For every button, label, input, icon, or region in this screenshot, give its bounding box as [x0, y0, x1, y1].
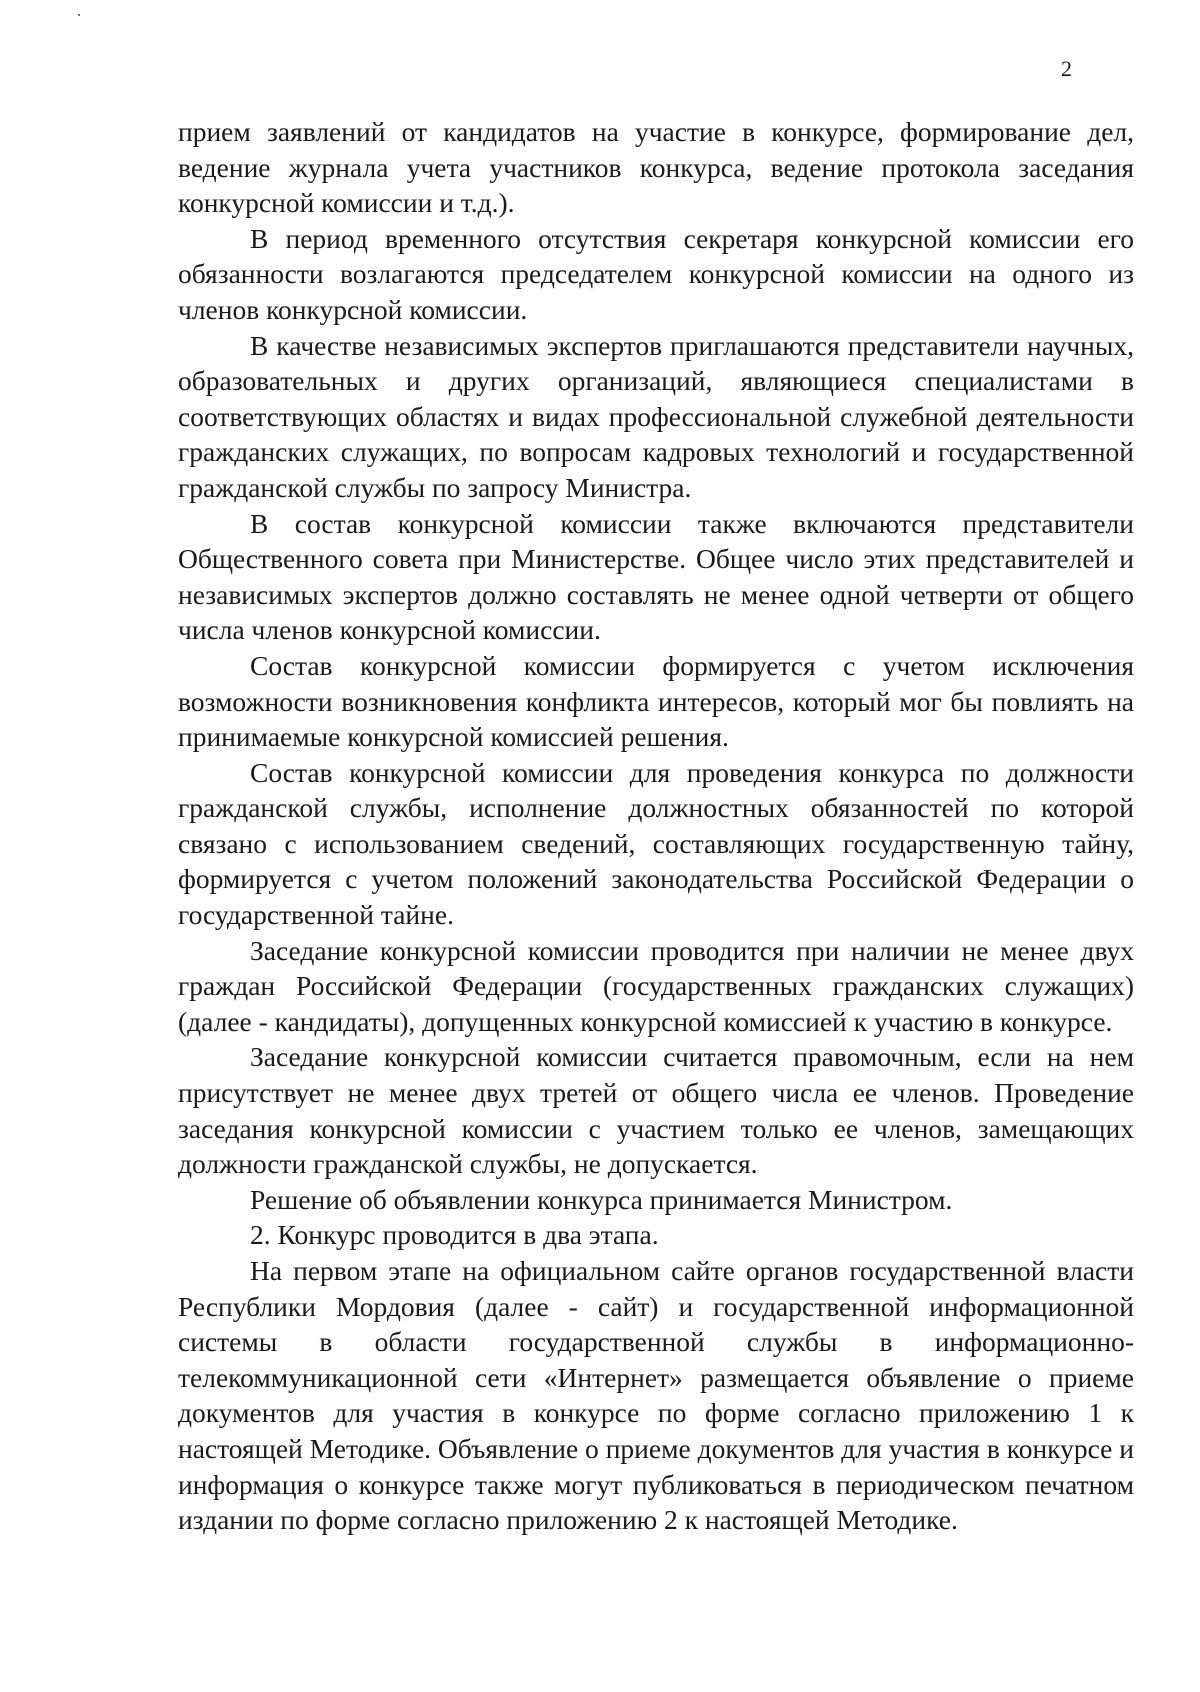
page-number: 2 — [1061, 56, 1072, 81]
paragraph-1: прием заявлений от кандидатов на участие в конкурсе, формирование дел, ведение журнала учета участников конкурса, ведение протокола заседания конкурсной комиссии и т.д.). — [178, 116, 1134, 219]
paragraph-3: В качестве независимых экспертов приглашаются представители научных, образовательных и других организаций, являющиеся специалистами в соответствующих областях и видах профессиональной служебной деятельности гражданских служащих, по вопросам кадровых технологий и государственной гражданской службы по запросу Министра. — [178, 329, 1134, 503]
paragraph-2: В период временного отсутствия секретаря конкурсной комиссии его обязанности возлагаются председателем конкурсной комиссии на одного из членов конкурсной комиссии. — [178, 222, 1134, 325]
paragraph-11: На первом этапе на официальном сайте органов государственной власти Республики Мордовия (далее - сайт) и государственной информационной системы в области государственной службы в информационно-телекоммуникационной сети «Интернет» размещается объявление о приеме документов для участия в конкурсе по форме согласно приложению 1 к настоящей Методике. Объявление о приеме документов для участия в конкурсе и информация о конкурсе также могут публиковаться в периодическом печатном издании по форме согласно приложению 2 к настоящей Методике. — [178, 1255, 1134, 1536]
paragraph-9: Решение об объявлении конкурса принимается Министром. — [250, 1183, 953, 1215]
paragraph-5: Состав конкурсной комиссии формируется с учетом исключения возможности возникновения конфликта интересов, который мог бы повлиять на принимаемые конкурсной комиссией решения. — [178, 649, 1134, 753]
paragraph-10: 2. Конкурс проводится в два этапа. — [250, 1219, 659, 1251]
document-body — [178, 114, 1134, 1538]
paragraph-4: В состав конкурсной комиссии также включаются представители Общественного совета при Министерстве. Общее число этих представителей и независимых экспертов должно составлять не менее одной четверти от общего числа членов конкурсной комиссии. — [178, 507, 1134, 646]
scan-speck — [78, 14, 80, 16]
paragraph-7: Заседание конкурсной комиссии проводится при наличии не менее двух граждан Российской Федерации (государственных гражданских служащих) (далее - кандидаты), допущенных конкурсной комиссией к участию в конкурсе. — [178, 934, 1134, 1037]
paragraph-6: Состав конкурсной комиссии для проведения конкурса по должности гражданской службы, исполнение должностных обязанностей по которой связано с использованием сведений, составляющих государственную тайну, формируется с учетом положений законодательства Российской Федерации о государственной тайне. — [178, 756, 1134, 931]
paragraph-8: Заседание конкурсной комиссии считается правомочным, если на нем присутствует не менее двух третей от общего числа ее членов. Проведение заседания конкурсной комиссии с участием только ее членов, замещающих должности гражданской службы, не допускается. — [178, 1041, 1134, 1180]
